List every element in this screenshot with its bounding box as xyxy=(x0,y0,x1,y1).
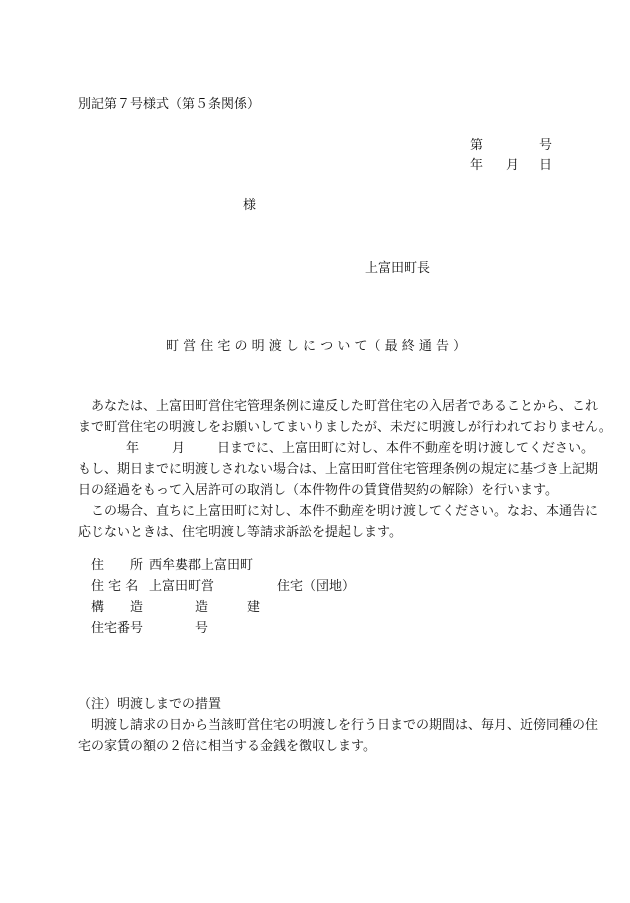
sender: 上富田町長 xyxy=(365,261,431,276)
doc-number-suffix: 号 xyxy=(539,138,553,153)
body-p3-line1: この場合、直ちに上富田町に対し、本件不動産を明け渡してください。なお、本通告に xyxy=(91,504,599,519)
number-value: 号 xyxy=(195,621,209,636)
body-p2-line2: 日の経過をもって入居許可の取消し（本件物件の賃貸借契約の解除）を行います。 xyxy=(78,483,558,498)
date-day: 日 xyxy=(539,158,553,173)
structure-label: 構 造 xyxy=(91,600,144,615)
doc-number-prefix: 第 xyxy=(470,138,484,153)
structure-value: 造 建 xyxy=(195,600,261,615)
address-label: 住 所 xyxy=(91,558,144,573)
body-text xyxy=(78,396,612,543)
body-p1-line3 xyxy=(78,438,595,459)
body-p1-line1: あなたは、上富田町営住宅管理条例に違反した町営住宅の入居者であることから、これ xyxy=(91,399,599,414)
deadline-month: 月 xyxy=(172,441,186,456)
housing-value: 上富田町営 xyxy=(149,579,215,594)
number-label: 住宅番号 xyxy=(91,621,144,636)
address-value: 西牟婁郡上富田町 xyxy=(149,558,254,573)
date-month: 月 xyxy=(506,158,520,173)
form-label: 別記第７号様式（第５条関係） xyxy=(78,97,261,112)
note-line1: 明渡し請求の日から当該町営住宅の明渡しを行う日までの期間は、毎月、近傍同種の住 xyxy=(91,718,599,733)
document-title: 町 営 住 宅 の 明 渡 し に つ い て（ 最 終 通 告 ） xyxy=(166,339,467,354)
addressee-suffix: 様 xyxy=(243,198,257,213)
housing-suffix: 住宅（団地） xyxy=(277,579,356,594)
note-heading: （注）明渡しまでの措置 xyxy=(78,697,222,712)
body-p1-line2: まで町営住宅の明渡しをお願いしてまいりましたが、未だに明渡しが行われておりません。 xyxy=(78,420,612,435)
deadline-year: 年 xyxy=(126,441,140,456)
body-p3-line2: 応じないときは、住宅明渡し等請求訴訟を提起します。 xyxy=(78,525,402,540)
note-line2: 宅の家賃の額の２倍に相当する金銭を徴収します。 xyxy=(78,739,376,754)
body-p2-line1: もし、期日までに明渡しされない場合は、上富田町営住宅管理条例の規定に基づき上記期 xyxy=(78,462,599,477)
date-year: 年 xyxy=(470,158,484,173)
deadline-rest: 日までに、上富田町に対し、本件不動産を明け渡してください。 xyxy=(217,441,595,456)
housing-label: 住 宅 名 xyxy=(91,579,139,594)
